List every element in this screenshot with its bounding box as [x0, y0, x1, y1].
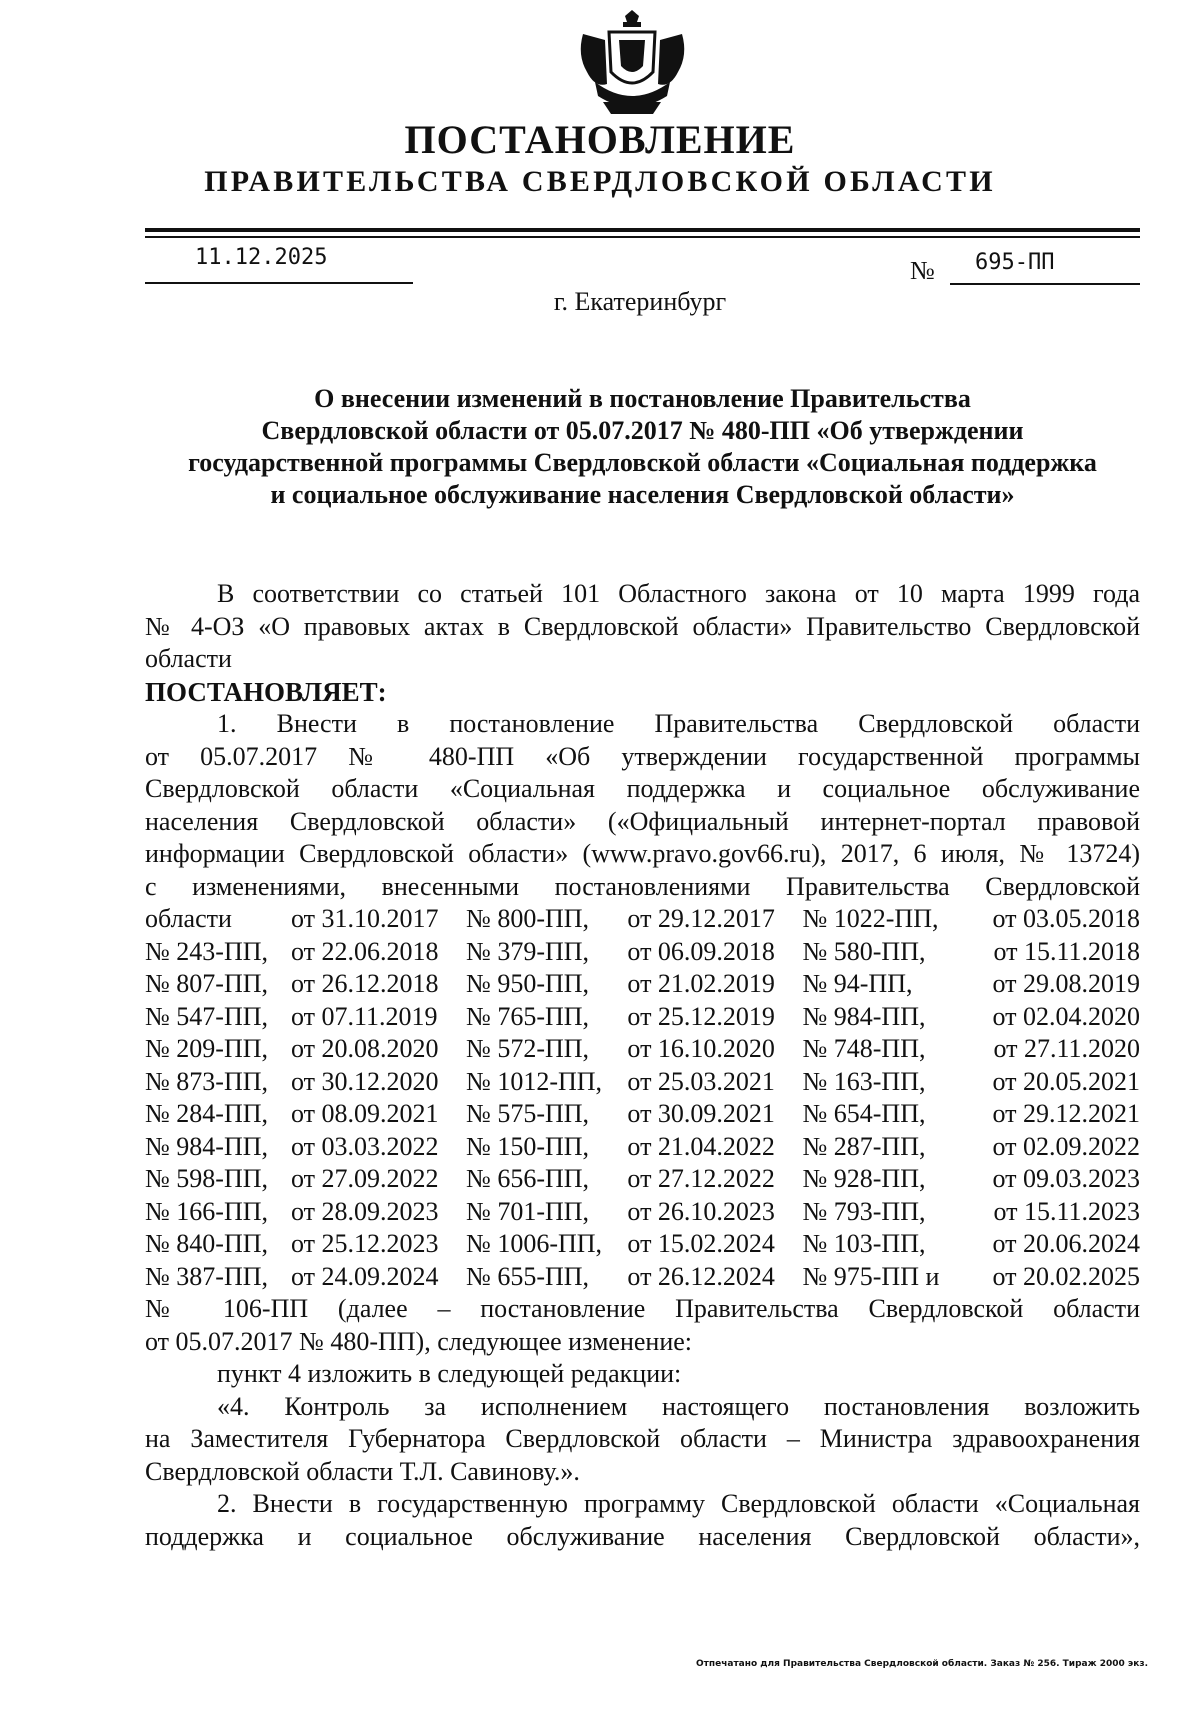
amendment-cell: № 572-ПП, [466, 1034, 590, 1063]
title-line: государственной программы Свердловской области «Социальная поддержка [188, 448, 1097, 477]
amendment-cell: № 1006-ПП, [466, 1229, 603, 1258]
amendment-cell: № 840-ПП, [145, 1229, 269, 1258]
amendment-cell: № 655-ПП, [466, 1261, 590, 1291]
amendment-cell: от 24.09.2024 [290, 1261, 439, 1291]
amendment-cell: № 1012-ПП, [466, 1066, 603, 1096]
amendment-cell: № 1022-ПП, [802, 904, 939, 933]
point4-line: на Заместителя Губернатора Свердловской области – Министра здравоохранения [145, 1424, 1140, 1453]
amendment-cell: от 29.08.2019 [992, 969, 1140, 998]
document-type-heading: ПОСТАНОВЛЕНИЕ [404, 117, 796, 162]
amendment-cell: от 27.11.2020 [993, 1034, 1140, 1063]
amendment-cell: от 06.09.2018 [627, 936, 775, 966]
amendments-row [145, 1033, 1140, 1066]
item2-line: поддержка и социальное обслуживание населения Свердловской области», [145, 1521, 1140, 1551]
amendment-cell: от 15.02.2024 [627, 1229, 775, 1258]
amendment-cell: № 287-ПП, [802, 1131, 926, 1161]
title-line: О внесении изменений в постановление Правительства [314, 384, 971, 413]
amendments-row [145, 1163, 1140, 1196]
amendment-cell: от 29.12.2021 [992, 1099, 1140, 1128]
preamble-line: области [145, 644, 232, 673]
amendment-cell: от 07.11.2019 [290, 1001, 438, 1031]
date-underline [145, 282, 413, 284]
amendment-cell: № 379-ПП, [466, 936, 590, 966]
amendment-cell: № 166-ПП, [145, 1196, 269, 1226]
amendment-cell: области [145, 904, 232, 933]
point4-line: Свердловской области Т.Л. Савинову.». [145, 1456, 580, 1486]
amendment-cell: № 748-ПП, [802, 1034, 926, 1063]
amendment-cell: № 975-ПП и [802, 1261, 940, 1291]
amendment-cell: от 03.05.2018 [992, 904, 1140, 933]
amendment-cell: от 25.03.2021 [627, 1066, 775, 1096]
amendment-cell: № 984-ПП, [145, 1131, 269, 1161]
coat-of-arms-icon [575, 10, 690, 120]
amendment-cell: № 580-ПП, [802, 936, 926, 966]
amendment-cell: № 928-ПП, [802, 1164, 926, 1193]
amendment-cell: № 284-ПП, [145, 1099, 269, 1128]
amendment-cell: от 02.09.2022 [992, 1131, 1140, 1161]
amendment-cell: от 20.02.2025 [992, 1261, 1140, 1291]
amendment-cell: № 654-ПП, [802, 1099, 926, 1128]
amendment-cell: от 22.06.2018 [290, 936, 439, 966]
amendments-row [145, 903, 1140, 936]
amendment-cell: от 27.12.2022 [627, 1164, 775, 1193]
document-date: 11.12.2025 [195, 245, 328, 270]
point4-line: «4. Контроль за исполнением настоящего постановления возложить [217, 1391, 1140, 1421]
amendment-cell: № 547-ПП, [145, 1001, 269, 1031]
number-sign: № [910, 256, 935, 285]
item1-line: от 05.07.2017 № 480-ПП «Об утверждении государственной программы [145, 741, 1140, 771]
amendment-cell: от 16.10.2020 [627, 1034, 775, 1063]
item1-continuation-line: от 05.07.2017 № 480-ПП), следующее изменение: [145, 1326, 693, 1356]
amendment-cell: от 21.02.2019 [627, 969, 775, 998]
print-footer: Отпечатано для Правительства Свердловской области. Заказ № 256. Тираж 2000 экз. [696, 1659, 1148, 1669]
amendment-cell: от 29.12.2017 [627, 904, 775, 933]
amendment-cell: № 575-ПП, [466, 1099, 590, 1128]
amendment-cell: № 807-ПП, [145, 969, 269, 998]
amendments-row [145, 1261, 1140, 1294]
amendment-cell: № 701-ПП, [466, 1196, 590, 1226]
amendment-cell: № 765-ПП, [466, 1001, 590, 1031]
amendment-cell: от 15.11.2023 [993, 1196, 1140, 1226]
amendment-cell: № 984-ПП, [802, 1001, 926, 1031]
title-line: Свердловской области от 05.07.2017 № 480-ПП «Об утверждении [261, 416, 1024, 445]
amendments-row [145, 1001, 1140, 1034]
number-underline [950, 283, 1140, 285]
amendment-cell: от 25.12.2019 [627, 1001, 775, 1031]
amendment-cell: от 20.06.2024 [992, 1229, 1140, 1258]
amendment-cell: от 26.10.2023 [627, 1196, 775, 1226]
item1-line: 1. Внести в постановление Правительства Свердловской области [217, 709, 1140, 738]
amendments-row [145, 936, 1140, 969]
amendment-cell: от 09.03.2023 [992, 1164, 1140, 1193]
item1-line: населения Свердловской области» («Официальный интернет-портал правовой [145, 806, 1140, 836]
amendment-cell: № 873-ПП, [145, 1066, 269, 1096]
amendments-row [145, 1098, 1140, 1131]
amendment-cell: № 793-ПП, [802, 1196, 926, 1226]
amendments-row [145, 1228, 1140, 1261]
amendment-cell: от 26.12.2018 [290, 969, 439, 998]
amendments-table [145, 903, 1140, 1293]
item1-continuation-line: № 106-ПП (далее – постановление Правительства Свердловской области [145, 1294, 1140, 1323]
item1-line: информации Свердловской области» (www.pravo.gov66.ru), 2017, 6 июля, № 13724) [145, 839, 1140, 868]
item1-line: с изменениями, внесенными постановлениями Правительства Свердловской [145, 871, 1140, 901]
issuing-authority-heading: ПРАВИТЕЛЬСТВА СВЕРДЛОВСКОЙ ОБЛАСТИ [204, 165, 996, 198]
amendment-cell: от 15.11.2018 [993, 936, 1140, 966]
amendments-row [145, 968, 1140, 1001]
amendment-cell: от 03.03.2022 [290, 1131, 439, 1161]
preamble-line: В соответствии со статьей 101 Областного закона от 10 марта 1999 года [217, 579, 1140, 608]
amendment-cell: № 163-ПП, [802, 1066, 926, 1096]
amendment-cell: от 28.09.2023 [290, 1196, 439, 1226]
amendment-cell: от 30.09.2021 [627, 1099, 775, 1128]
amendment-cell: № 94-ПП, [802, 969, 913, 998]
amendment-cell: от 21.04.2022 [627, 1131, 775, 1161]
document-title [145, 383, 1140, 511]
amendment-cell: от 30.12.2020 [290, 1066, 439, 1096]
preamble-line: № 4-ОЗ «О правовых актах в Свердловской области» Правительство Свердловской [145, 611, 1140, 641]
amendment-cell: от 27.09.2022 [290, 1164, 439, 1193]
amendment-cell: № 800-ПП, [466, 904, 590, 933]
item2-line: 2. Внести в государственную программу Свердловской области «Социальная [217, 1489, 1140, 1518]
point4-intro: пункт 4 изложить в следующей редакции: [217, 1359, 682, 1388]
resolves-heading: ПОСТАНОВЛЯЕТ: [145, 676, 387, 707]
document-number: 695-ПП [975, 250, 1055, 275]
amendment-cell: от 25.12.2023 [290, 1229, 439, 1258]
header-divider-thin [145, 236, 1140, 238]
amendment-cell: № 656-ПП, [466, 1164, 590, 1193]
amendment-cell: № 243-ПП, [145, 936, 269, 966]
amendment-cell: № 103-ПП, [802, 1229, 926, 1258]
amendments-row [145, 1131, 1140, 1164]
amendment-cell: № 209-ПП, [145, 1034, 269, 1063]
amendment-cell: от 20.08.2020 [290, 1034, 439, 1063]
amendment-cell: от 26.12.2024 [627, 1261, 775, 1291]
title-line: и социальное обслуживание населения Свердловской области» [270, 480, 1015, 509]
amendment-cell: от 02.04.2020 [992, 1001, 1140, 1031]
amendment-cell: № 387-ПП, [145, 1261, 269, 1291]
document-city: г. Екатеринбург [553, 287, 727, 316]
amendment-cell: от 20.05.2021 [992, 1066, 1140, 1096]
document-body [145, 578, 1140, 1553]
amendment-cell: № 950-ПП, [466, 969, 590, 998]
amendment-cell: № 598-ПП, [145, 1164, 269, 1193]
amendment-cell: от 31.10.2017 [290, 904, 439, 933]
amendment-cell: № 150-ПП, [466, 1131, 590, 1161]
header-divider-thick [145, 228, 1140, 232]
amendment-cell: от 08.09.2021 [290, 1099, 439, 1128]
amendments-row [145, 1196, 1140, 1229]
amendments-row [145, 1066, 1140, 1099]
item1-line: Свердловской области «Социальная поддержка и социальное обслуживание [145, 774, 1140, 803]
